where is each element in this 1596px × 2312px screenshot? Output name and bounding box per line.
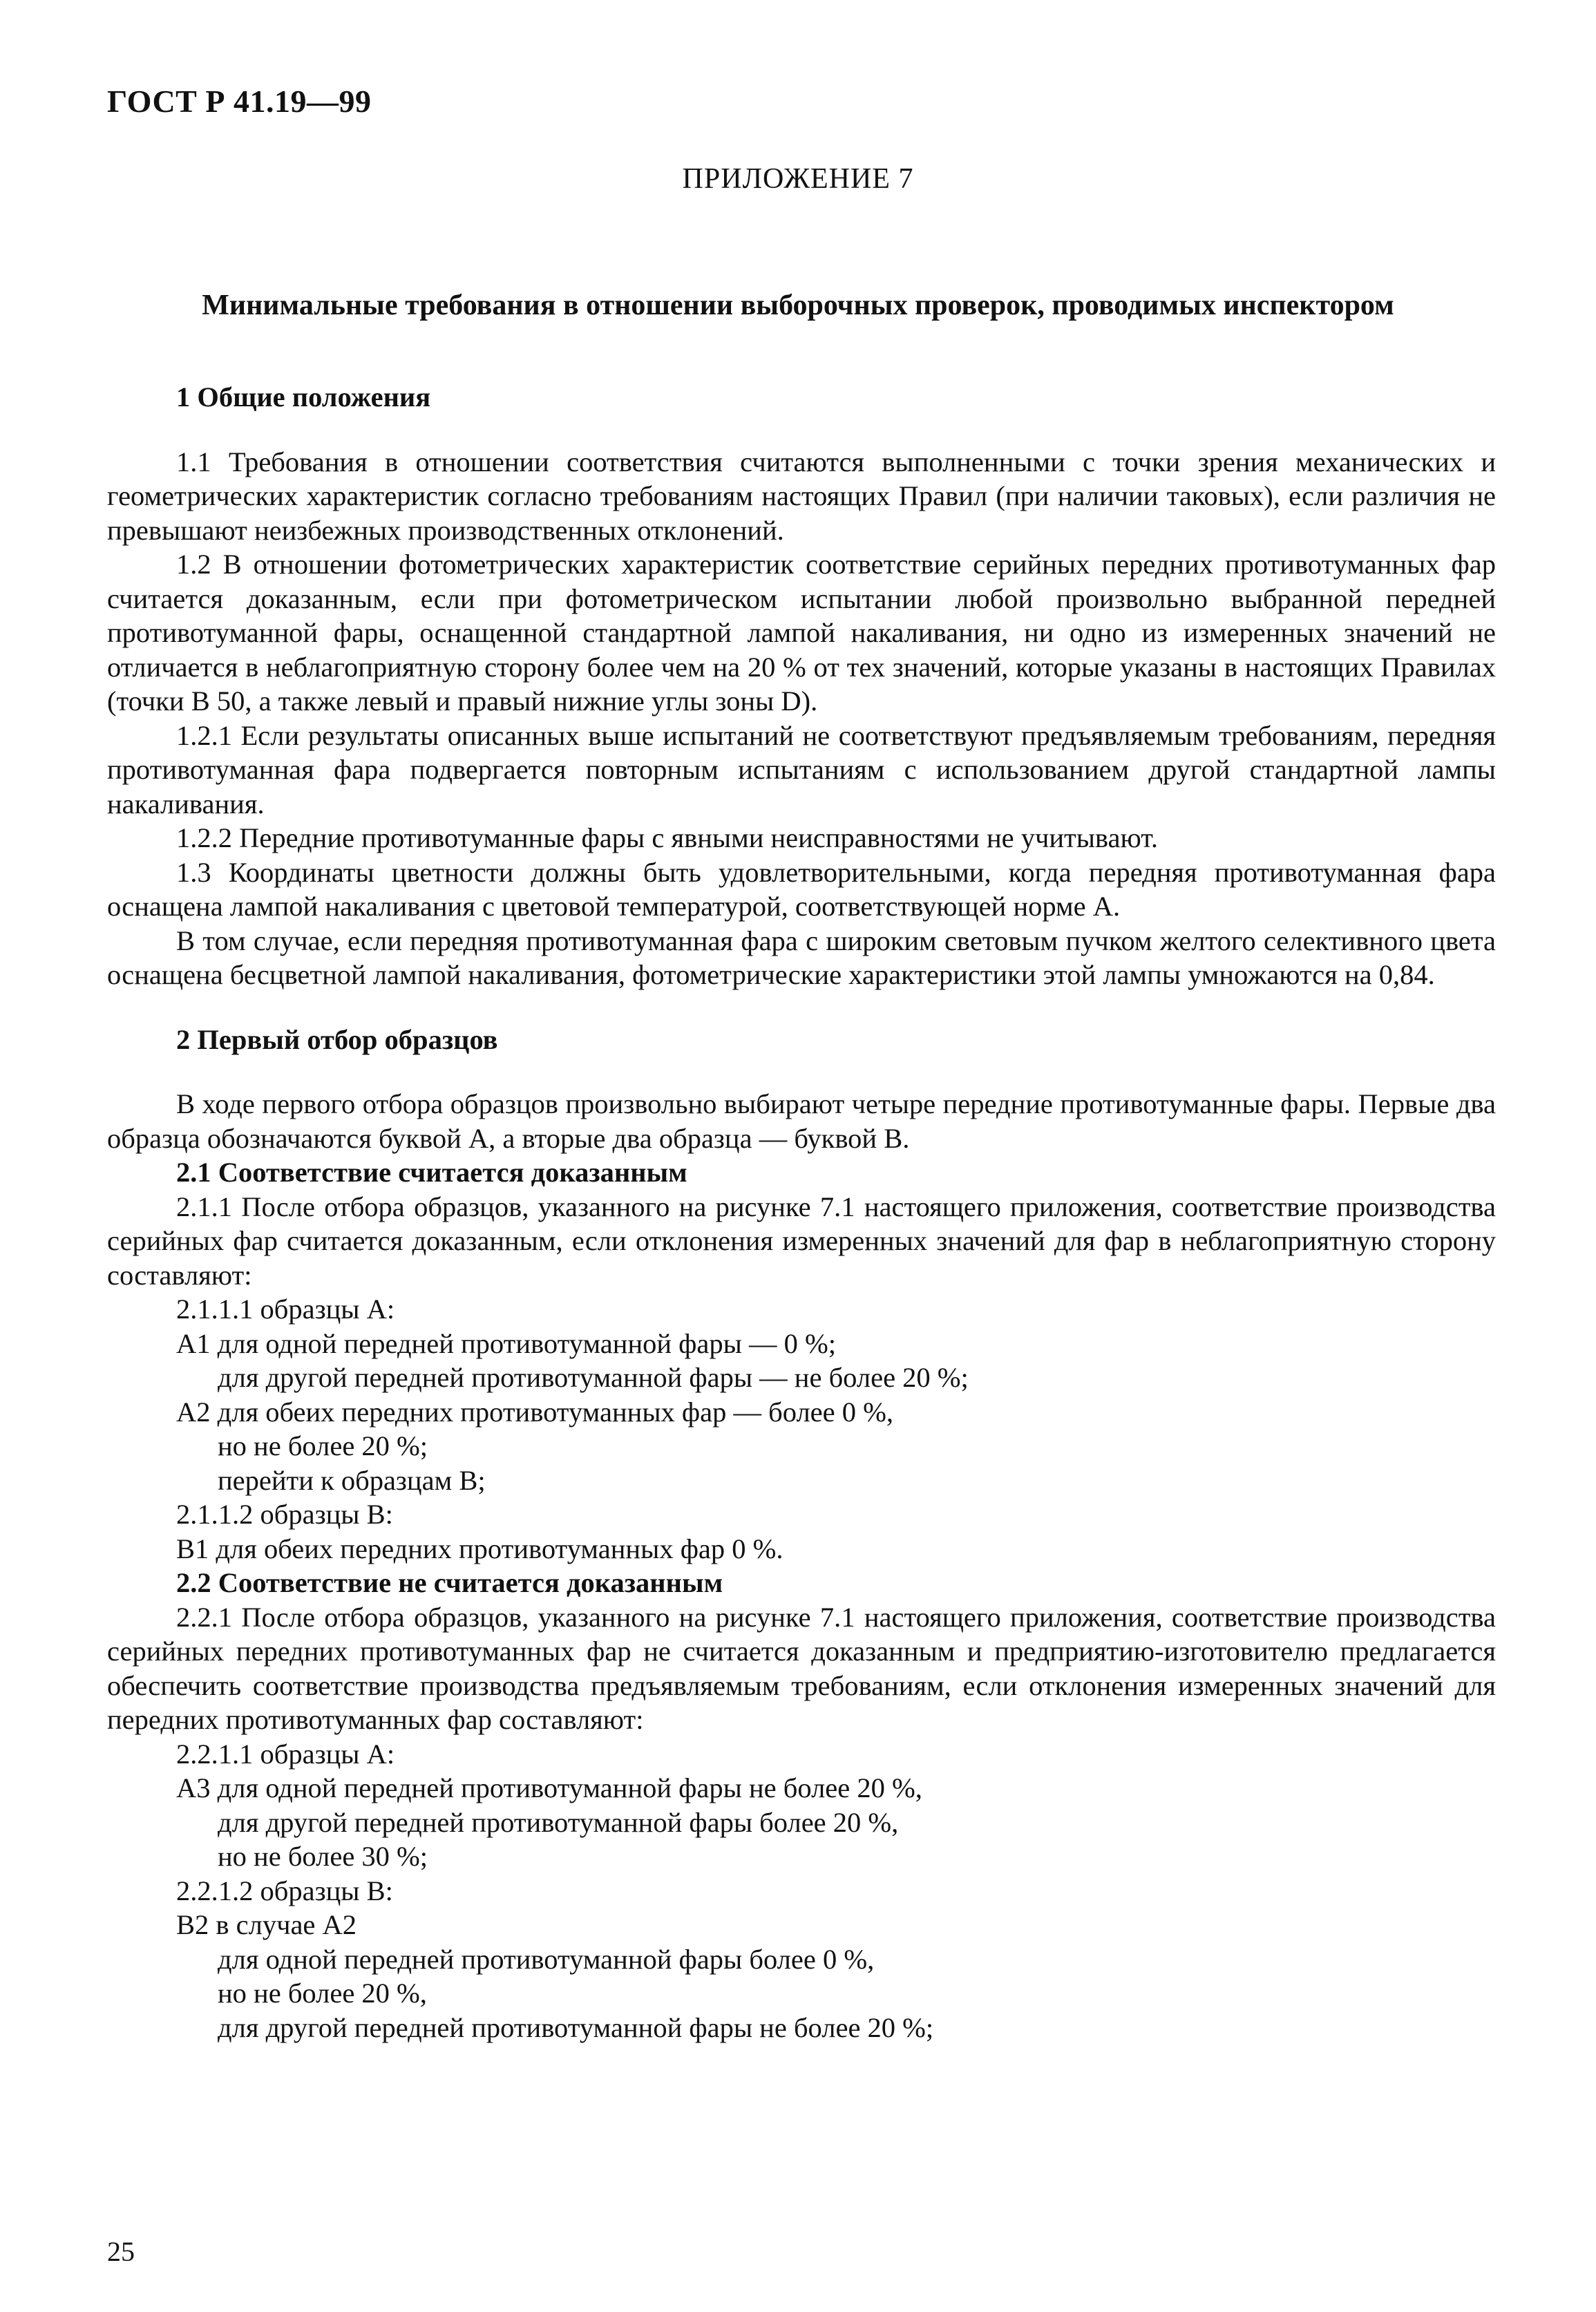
- paragraph-1-3-continued: В том случае, если передняя противотуманная фара с широким световым пучком желтого селективного цвета оснащена бесцветной лампой накаливания, фотометрические характеристики этой лампы умножаются на 0,84.: [107, 925, 1496, 990]
- list-item: 2.2.1.1 образцы А:: [176, 1738, 395, 1770]
- spacer: [107, 1056, 1496, 1087]
- list-item: 2.2.1.2 образцы В:: [176, 1875, 393, 1906]
- list-item: А2 для обеих передних противотуманных фар — более 0 %,: [176, 1396, 893, 1428]
- list-item: 2.1.1.2 образцы В:: [176, 1499, 393, 1530]
- paragraph-2-2-1: 2.2.1 После отбора образцов, указанного на рисунке 7.1 настоящего приложения, соответствие производства серийных передних противотуманных фар не считается доказанным и предприятию-изготовителю предлагается обеспечить соответствие производства предъявляемым требованиям, если отклонения измеренных значений для передних противотуманных фар составляют:: [107, 1601, 1496, 1735]
- subsection-heading-2-2: 2.2 Соответствие не считается доказанным: [176, 1567, 723, 1598]
- list-item: для другой передней противотуманной фары — не более 20 %;: [218, 1362, 969, 1393]
- document-body: [107, 345, 1496, 2045]
- page-number: 25: [107, 2236, 135, 2267]
- paragraph-1-1: 1.1 Требования в отношении соответствия считаются выполненными с точки зрения механических и геометрических характеристик согласно требованиям настоящих Правил (при наличии таковых), если различия не превышают неизбежных производственных отклонений.: [107, 446, 1496, 546]
- paragraph-1-3: 1.3 Координаты цветности должны быть удовлетворительными, когда передняя противотуманная фара оснащена лампой накаливания с цветовой температурой, соответствующей норме А.: [107, 856, 1496, 922]
- list-item: А3 для одной передней противотуманной фары не более 20 %,: [176, 1772, 922, 1803]
- spacer: [107, 415, 1496, 445]
- list-item: но не более 30 %;: [218, 1841, 428, 1872]
- paragraph-1-2: 1.2 В отношении фотометрических характеристик соответствие серийных передних противотуманных фар считается доказанным, если при фотометрическом испытании любой произвольно выбранной передней противотуманной фары, оснащенной стандартной лампой накаливания, ни одно из измеренных значений не отличается в неблагоприятную сторону более чем на 20 % от тех значений, которые указаны в настоящих Правилах (точки В 50, а также левый и правый нижние углы зоны D).: [107, 549, 1496, 717]
- section-heading-first-sampling: 2 Первый отбор образцов: [176, 1023, 498, 1055]
- paragraph-2-intro: В ходе первого отбора образцов произвольно выбирают четыре передние противотуманные фары. Первые два образца обозначаются буквой А, а вторые два образца — буквой В.: [107, 1088, 1496, 1154]
- main-title: Минимальные требования в отношении выборочных проверок, проводимых инспектором: [202, 290, 1394, 321]
- list-item: для другой передней противотуманной фары не более 20 %;: [218, 2011, 934, 2043]
- list-item: В1 для обеих передних противотуманных фар 0 %.: [176, 1533, 783, 1564]
- spacer: [107, 992, 1496, 1023]
- list-item: В2 в случае А2: [176, 1909, 357, 1940]
- list-item: 2.1.1.1 образцы А:: [176, 1294, 395, 1325]
- list-item: для одной передней противотуманной фары более 0 %,: [218, 1943, 875, 1975]
- appendix-title: ПРИЛОЖЕНИЕ 7: [682, 163, 914, 195]
- subsection-heading-2-1: 2.1 Соответствие считается доказанным: [176, 1157, 687, 1188]
- paragraph-2-1-1: 2.1.1 После отбора образцов, указанного на рисунке 7.1 настоящего приложения, соответствие производства серийных фар считается доказанным, если отклонения измеренных значений для фар в неблагоприятную сторону составляют:: [107, 1191, 1496, 1291]
- list-item: перейти к образцам В;: [218, 1464, 486, 1496]
- spacer: [107, 345, 1496, 380]
- list-item: для другой передней противотуманной фары более 20 %,: [218, 1806, 899, 1838]
- paragraph-1-2-1: 1.2.1 Если результаты описанных выше испытаний не соответствуют предъявляемым требованиям, передняя противотуманная фара подвергается повторным испытаниям с использованием другой стандартной лампы накаливания.: [107, 719, 1496, 819]
- list-item: но не более 20 %,: [218, 1978, 427, 2009]
- section-heading-general: 1 Общие положения: [176, 381, 431, 413]
- document-code: ГОСТ Р 41.19—99: [107, 84, 372, 119]
- list-item: но не более 20 %;: [218, 1430, 428, 1461]
- paragraph-1-2-2: 1.2.2 Передние противотуманные фары с явными неисправностями не учитывают.: [176, 822, 1159, 853]
- list-item: А1 для одной передней противотуманной фары — 0 %;: [176, 1327, 836, 1359]
